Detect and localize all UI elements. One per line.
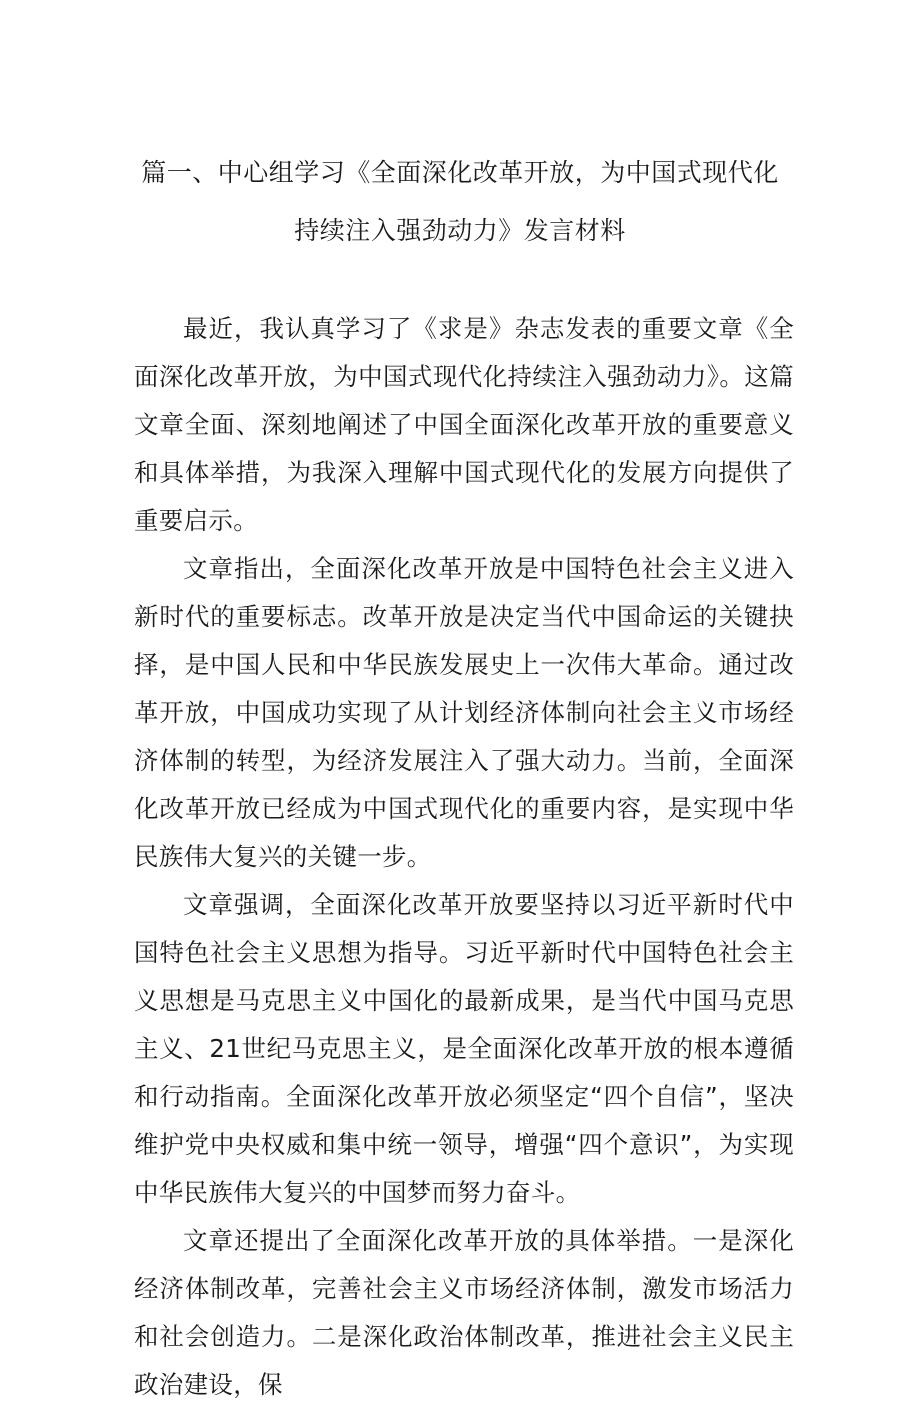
paragraph-2: 文章指出，全面深化改革开放是中国特色社会主义进入新时代的重要标志。改革开放是决定当代中国命运的关键抉择，是中国人民和中华民族发展史上一次伟大革命。通过改革开放，中国成功实现了从计划经济体制向社会主义市场经济体制的转型，为经济发展注入了强大动力。当前，全面深化改革开放已经成为中国式现代化的重要内容，是实现中华民族伟大复兴的关键一步。 <box>134 554 794 871</box>
paragraph-1: 最近，我认真学习了《求是》杂志发表的重要文章《全面深化改革开放，为中国式现代化持续注入强劲动力》。这篇文章全面、深刻地阐述了中国全面深化改革开放的重要意义和具体举措，为我深入理解中国式现代化的发展方向提供了重要启示。 <box>134 314 794 535</box>
paragraph-4: 文章还提出了全面深化改革开放的具体举措。一是深化经济体制改革，完善社会主义市场经济体制，激发市场活力和社会创造力。二是深化政治体制改革，推进社会主义民主政治建设，保 <box>134 1226 794 1399</box>
title-line-1: 篇一、中心组学习《全面深化改革开放，为中国式现代化 <box>141 158 779 187</box>
document-body <box>134 305 794 1409</box>
document-title <box>100 144 820 260</box>
paragraph-3: 文章强调，全面深化改革开放要坚持以习近平新时代中国特色社会主义思想为指导。习近平新时代中国特色社会主义思想是马克思主义中国化的最新成果，是当代中国马克思主义、21世纪马克思主义，是全面深化改革开放的根本遵循和行动指南。全面深化改革开放必须坚定“四个自信”，坚决维护党中央权威和集中统一领导，增强“四个意识”，为实现中华民族伟大复兴的中国梦而努力奋斗。 <box>134 890 794 1207</box>
title-line-2: 持续注入强劲动力》发言材料 <box>294 216 626 245</box>
